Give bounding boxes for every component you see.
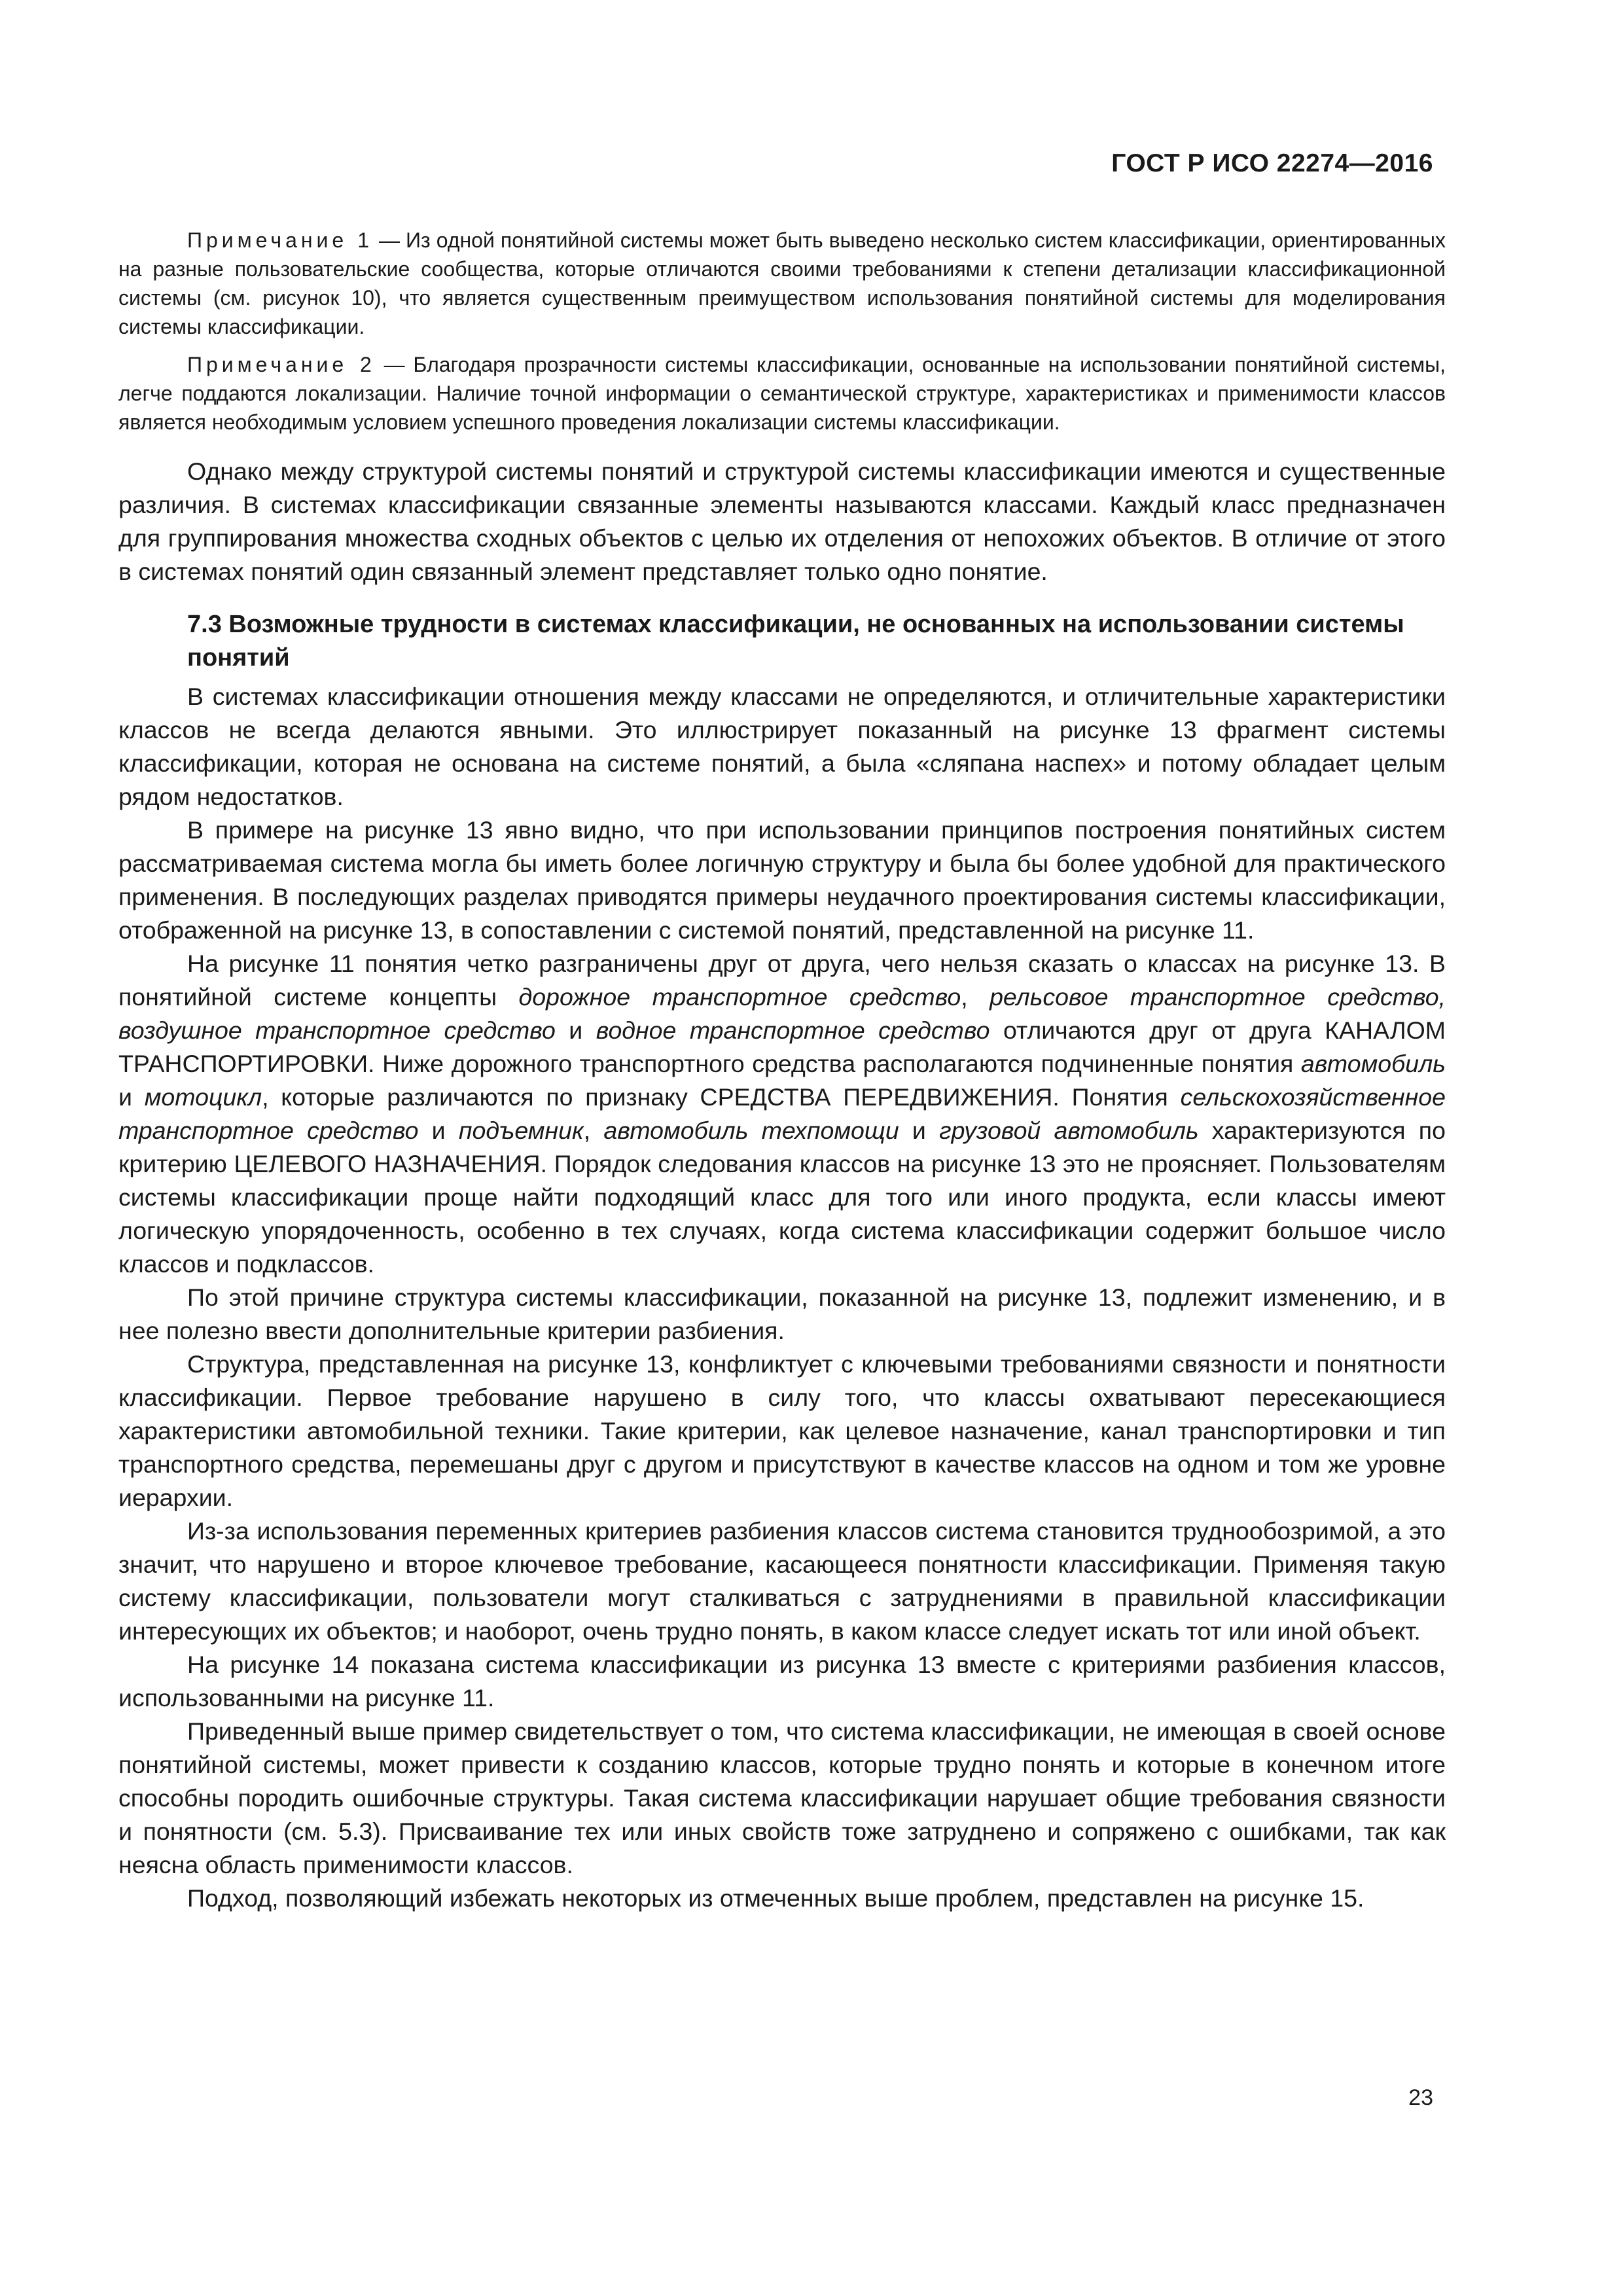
page-content (118, 226, 1446, 1915)
p3-term-lift: подъемник (458, 1117, 584, 1144)
note-2-label: Примечание 2 (187, 353, 376, 376)
intro-paragraph: Однако между структурой системы понятий и структурой системы классификации имеются и существенные различия. В системах классификации связанные элементы называются классами. Каждый класс предназначен для группирования множества сходных объектов с целью их отделения от непохожих объектов. В отличие от этого в системах понятий один связанный элемент представляет только одно понятие. (118, 457, 1446, 585)
p3-term-rail-air-vehicle: рельсовое транспортное средство, воздушное транспортное средство (118, 983, 1446, 1044)
p3-term-car: автомобиль (1300, 1050, 1446, 1077)
p3-text-6: , которые различаются по признаку СРЕДСТВА ПЕРЕДВИЖЕНИЯ. Понятия (262, 1083, 1181, 1111)
section-paragraph-6: Из-за использования переменных критериев разбиения классов система становится труднообозримой, а это значит, что нарушено и второе ключевое требование, касающееся понятности классификации. Применяя такую систему классификации, пользователи могут сталкиваться с затруднениями в правильной классификации интересующих их объектов; и наоборот, очень трудно понять, в каком классе следует искать тот или иной объект. (118, 1517, 1446, 1645)
p3-term-water-vehicle: водное транспортное средство (596, 1016, 990, 1044)
p3-term-truck: грузовой автомобиль (939, 1117, 1199, 1144)
document-code-header: ГОСТ Р ИСО 22274—2016 (1111, 149, 1433, 177)
p3-text-8: , (583, 1117, 604, 1144)
section-paragraph-2: В примере на рисунке 13 явно видно, что при использовании принципов построения понятийных систем рассматриваемая система могла бы иметь более логичную структуру и была бы более удобной для практического применения. В последующих разделах приводятся примеры неудачного проектирования системы классификации, отображенной на рисунке 13, в сопоставлении с системой понятий, представленной на рисунке 11. (118, 816, 1446, 944)
note-2-text: — Благодаря прозрачности системы классификации, основанные на использовании понятийной системы, легче поддаются локализации. Наличие точной информации о семантической структуре, характеристиках и применимости классов является необходимым условием успешного проведения локализации системы классификации. (118, 353, 1446, 434)
p3-term-motorcycle: мотоцикл (144, 1083, 262, 1111)
p3-term-road-vehicle: дорожное транспортное средство (518, 983, 961, 1011)
section-heading: 7.3 Возможные трудности в системах классификации, не основанных на использовании системы понятий (187, 611, 1404, 672)
p3-text-3: и (555, 1016, 596, 1044)
p3-text-2: , (961, 983, 990, 1011)
note-1-text: — Из одной понятийной системы может быть выведено несколько систем классификации, ориентированных на разные пользовательские сообщества, которые отличаются своими требованиями к степени детализации классификационной системы (см. рисунок 10), что является существенным преимуществом использования понятийной системы для моделирования системы классификации. (118, 228, 1446, 338)
note-2 (118, 350, 1446, 437)
p3-text-4: отличаются друг от друга КАНАЛОМ ТРАНСПОРТИРОВКИ. Ниже дорожного транспортного средства располагаются подчиненные понятия (118, 1016, 1446, 1077)
p3-text-10: характеризуются по критерию ЦЕЛЕВОГО НАЗНАЧЕНИЯ. Порядок следования классов на рисунке 13 это не проясняет. Пользователям системы классификации проще найти подходящий класс для того или иного продукта, если классы имеют логическую упорядоченность, особенно в тех случаях, когда система классификации содержит большое число классов и подклассов. (118, 1117, 1446, 1278)
p3-text-7: и (418, 1117, 459, 1144)
section-paragraph-8: Приведенный выше пример свидетельствует о том, что система классификации, не имеющая в своей основе понятийной системы, может привести к созданию классов, которые трудно понять и которые в конечном итоге способны породить ошибочные структуры. Такая система классификации нарушает общие требования связности и понятности (см. 5.3). Присваивание тех или иных свойств тоже затруднено и сопряжено с ошибками, так как неясна область применимости классов. (118, 1717, 1446, 1878)
p3-text-9: и (899, 1117, 940, 1144)
p3-term-agricultural-vehicle: сельскохозяйственное транспортное средство (118, 1083, 1446, 1144)
section-paragraph-3 (118, 947, 1446, 1281)
p3-term-tow-truck: автомобиль техпомощи (603, 1117, 899, 1144)
note-1 (118, 226, 1446, 341)
note-1-label: Примечание 1 (187, 228, 374, 252)
p3-text-5: и (118, 1083, 145, 1111)
page-number: 23 (1408, 2085, 1433, 2110)
p3-text-1: На рисунке 11 понятия четко разграничены друг от друга, чего нельзя сказать о классах на рисунке 13. В понятийной системе концепты (118, 950, 1446, 1011)
section-paragraph-9: Подход, позволяющий избежать некоторых из отмеченных выше проблем, представлен на рисунке 15. (187, 1884, 1364, 1912)
section-paragraph-1: В системах классификации отношения между классами не определяются, и отличительные характеристики классов не всегда делаются явными. Это иллюстрирует показанный на рисунке 13 фрагмент системы классификации, которая не основана на системе понятий, а была «сляпана наспех» и потому обладает целым рядом недостатков. (118, 683, 1446, 810)
section-paragraph-4: По этой причине структура системы классификации, показанной на рисунке 13, подлежит изменению, и в нее полезно ввести дополнительные критерии разбиения. (118, 1283, 1446, 1344)
section-paragraph-7: На рисунке 14 показана система классификации из рисунка 13 вместе с критериями разбиения классов, использованными на рисунке 11. (118, 1651, 1446, 1712)
section-paragraph-5: Структура, представленная на рисунке 13, конфликтует с ключевыми требованиями связности и понятности классификации. Первое требование нарушено в силу того, что классы охватывают пересекающиеся характеристики автомобильной техники. Такие критерии, как целевое назначение, канал транспортировки и тип транспортного средства, перемешаны друг с другом и присутствуют в качестве классов на одном и том же уровне иерархии. (118, 1350, 1446, 1511)
